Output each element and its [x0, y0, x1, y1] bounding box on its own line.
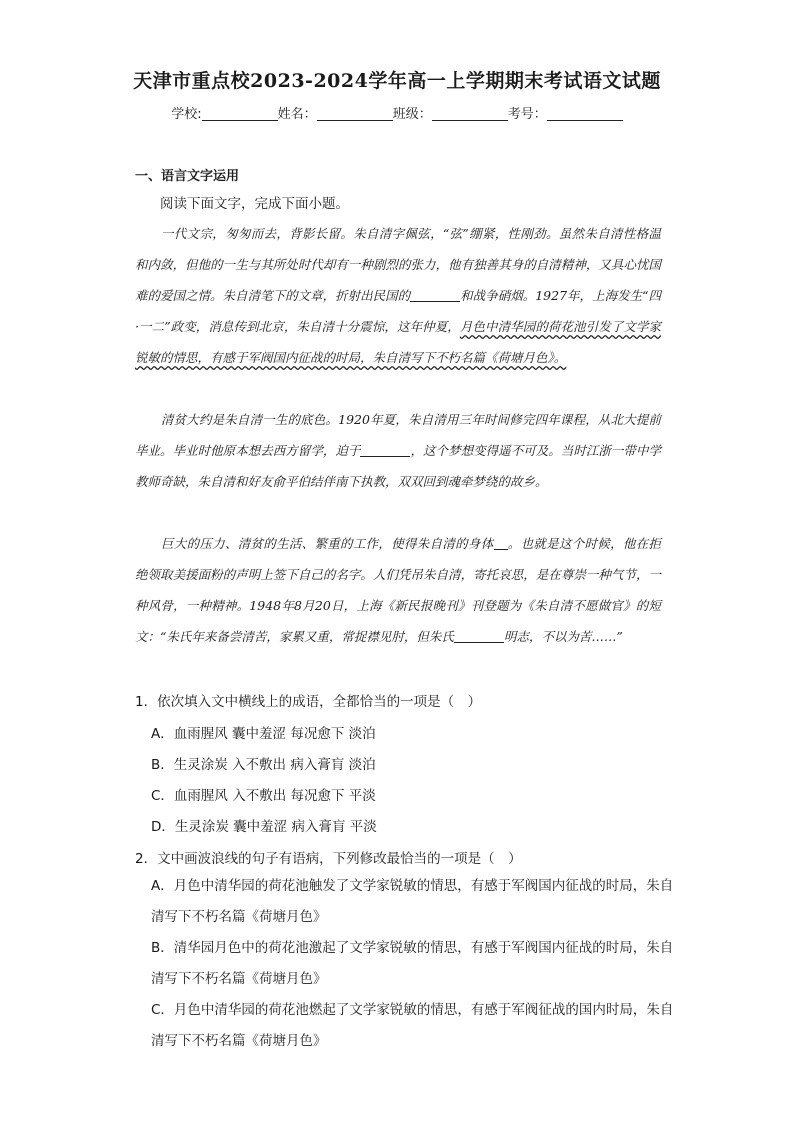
passage-text: 清贫大约是朱自清一生的底色。1920年夏，朱自清用三年时间修完四年课程，从北大提前毕业。毕业时他原本想去西方留学，迫于 [135, 412, 661, 458]
passage-text: 。也就是这个时候，他在拒绝领取美援面粉的声明上签下自己的名字。人们凭吊朱自清，寄托哀思，是在尊崇一种气节，一种风骨，一种精神。1948年8月20日，上海《新民报晚刊》刊登题为《朱自清不愿做官》的短文：“朱氏年来备尝清苦，家累又重，常捉襟见肘，但朱氏 [135, 536, 661, 644]
passage-text: 一代文宗，匆匆而去，背影长留。朱自清字佩弦，“弦”绷紧，性刚劲。虽然朱自清性格温和内敛，但他的一生与其所处时代却有一种剧烈的张力，他有独善其身的自清精神，又具心忧国难的爱国之情。朱自清笔下的文章，折射出民国的 [135, 226, 661, 303]
name-blank [317, 106, 393, 121]
question-2-option-b[interactable]: B．清华园月色中的荷花池激起了文学家锐敏的情思，有感于军阀国内征战的时局，朱自清写下不朽名篇《荷塘月色》 [151, 940, 674, 987]
question-1-option-b[interactable]: B．生灵涂炭 入不敷出 病入膏肓 淡泊 [151, 757, 376, 773]
question-2-option-a[interactable]: A．月色中清华园的荷花池触发了文学家锐敏的情思，有感于军阀国内征战的时局，朱自清写下不朽名篇《荷塘月色》 [151, 878, 674, 925]
school-label: 学校: [171, 107, 202, 122]
passage-text: 和战争硝烟。1927年，上海发生“四·一二”政变，消息传到北京，朱自清十分震惊，这年仲夏， [135, 288, 661, 334]
student-info-line [0, 103, 794, 122]
question-1-option-c[interactable]: C．血雨腥风 入不敷出 每况愈下 平淡 [151, 788, 376, 804]
class-label: 班级： [392, 107, 432, 122]
passage-paragraph-2 [135, 404, 661, 497]
passage-paragraph-1 [135, 218, 661, 373]
question-1-option-d[interactable]: D．生灵涂炭 囊中羞涩 病入膏肓 平淡 [151, 819, 377, 835]
question-1-stem: 1．依次填入文中横线上的成语，全都恰当的一项是（ ） [135, 694, 482, 710]
exam-number-label: 考号： [507, 107, 547, 122]
section-instruction: 阅读下面文字，完成下面小题。 [160, 196, 349, 212]
fill-blank [494, 537, 508, 550]
page-title: 天津市重点校2023-2024学年高一上学期期末考试语文试题 [133, 70, 661, 92]
exam-number-blank [547, 106, 623, 121]
passage-paragraph-3 [135, 528, 661, 652]
passage-text: 巨大的压力、清贫的生活、繁重的工作，使得朱自清的身体 [161, 536, 494, 551]
passage-text: ，这个梦想变得遥不可及。当时江浙一带中学教师奇缺，朱自清和好友俞平伯结伴南下执教，双双回到魂牵梦绕的故乡。 [135, 443, 661, 489]
section-heading: 一、语言文字运用 [135, 169, 240, 184]
question-2-option-c[interactable]: C．月色中清华园的荷花池燃起了文学家锐敏的情思，有感于军阀征战的国内时局，朱自清写下不朽名篇《荷塘月色》 [151, 1002, 674, 1049]
name-label: 姓名： [277, 107, 317, 122]
question-1-option-a[interactable]: A．血雨腥风 囊中羞涩 每况愈下 淡泊 [151, 726, 376, 742]
fill-blank [410, 289, 460, 302]
fill-blank [454, 630, 504, 643]
passage-text: 明志，不以为苦……” [503, 629, 623, 644]
class-blank [432, 106, 508, 121]
question-2-stem: 2．文中画波浪线的句子有语病，下列修改最恰当的一项是（ ） [135, 851, 522, 867]
fill-blank [360, 444, 410, 457]
wavy-underlined-sentence: 月色中清华园的荷花池引发了文学家锐敏的情思，有感于军阀国内征战的时局，朱自清写下不朽名篇《荷塘月色》。 [135, 319, 661, 365]
school-blank [202, 106, 278, 121]
